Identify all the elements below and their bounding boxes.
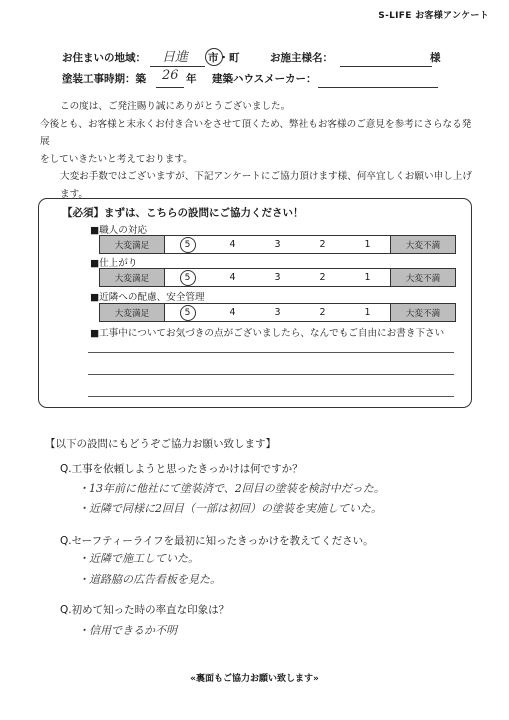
required-section-title: 【必須】まずは、こちらの設問にご協力ください！ (62, 207, 304, 219)
answer-1-line-1: ・13年前に他社にて塗装済で、2回目の塗装を検討中だった。 (78, 482, 385, 495)
construction-period-unit: 年 (186, 73, 197, 85)
rating-option-4[interactable]: 4 (229, 307, 236, 318)
period-underline (156, 87, 184, 88)
rating-option-3[interactable]: 3 (274, 307, 281, 318)
rating-scale-safety (99, 303, 456, 322)
rating-scale-craftsman (99, 235, 456, 254)
owner-name-suffix: 様 (430, 52, 441, 64)
intro-line-2: 今後とも、お客様と末永くお付き合いをさせて頂くため、弊社もお客様のご意見を参考にさらなる発展 (40, 118, 472, 147)
city-label: 市・町 (208, 52, 240, 64)
intro-line-4: 大変お手数ではございますが、下記アンケートにご協力頂けます様、何卒宜しくお願い申し上げます。 (60, 171, 472, 200)
rating-option-1[interactable]: 1 (345, 304, 391, 321)
footer-note: «裏面もご協力お願い致します» (190, 674, 319, 684)
scale-right-label: 大変不満 (391, 269, 455, 286)
rating-option-2[interactable]: 2 (319, 272, 326, 283)
house-maker-label: 建築ハウスメーカー： (212, 73, 317, 85)
rating-option-2[interactable]: 2 (319, 239, 326, 250)
question-1: Q.工事を依頼しようと思ったきっかけは何ですか？ (60, 463, 303, 475)
question-3: Q.初めて知った時の率直な印象は？ (60, 604, 230, 616)
rating-option-3[interactable]: 3 (274, 272, 281, 283)
rating-scale-finish (99, 268, 456, 287)
rating-option-2[interactable]: 2 (319, 307, 326, 318)
selected-circle-mark: 5 (180, 270, 196, 286)
construction-period-label: 塗装工事時期：築 (62, 73, 146, 85)
rating-option-4[interactable]: 4 (229, 239, 236, 250)
survey-header-title: S-LIFE お客様アンケート (378, 11, 489, 21)
rating-option-3[interactable]: 3 (274, 239, 281, 250)
rating-item-label-safety: ■近隣への配慮、安全管理 (90, 292, 205, 303)
rating-option-5[interactable] (165, 269, 210, 286)
answer-3-line-1: ・信用できるか不明 (78, 624, 177, 637)
answer-1-line-2: ・近隣で同様に2回目（一部は初回）の塗装を実施していた。 (78, 502, 382, 515)
area-label: お住まいの地域： (62, 52, 146, 64)
scale-right-label: 大変不満 (391, 304, 455, 321)
intro-paragraph (40, 98, 480, 203)
area-value: 日進 (162, 50, 189, 65)
city-circle-mark (205, 48, 223, 66)
selected-circle-mark: 5 (180, 305, 196, 321)
owner-name-underline (340, 66, 432, 67)
intro-line-1: この度は、ご発注賜り誠にありがとうございました。 (60, 101, 291, 112)
comment-line-1[interactable] (88, 352, 454, 353)
construction-period-value: 26 (162, 68, 179, 83)
rating-item-label-finish: ■仕上がり (90, 258, 138, 269)
intro-line-3: をしていきたいと考えております。 (40, 153, 193, 165)
selected-circle-mark: 5 (180, 237, 196, 253)
rating-item-label-craftsman: ■職人の対応 (90, 225, 148, 236)
scale-left-label: 大変満足 (100, 236, 165, 253)
scale-right-label: 大変不満 (391, 236, 455, 253)
area-underline (150, 66, 205, 67)
scale-left-label: 大変満足 (100, 304, 165, 321)
comment-line-2[interactable] (88, 374, 454, 375)
rating-option-1[interactable]: 1 (345, 269, 391, 286)
rating-option-5[interactable] (165, 236, 210, 253)
rating-option-4[interactable]: 4 (229, 272, 236, 283)
owner-name-label: お施主様名： (270, 52, 333, 64)
comment-line-3[interactable] (88, 396, 454, 397)
answer-2-line-1: ・近隣で施工していた。 (78, 552, 199, 565)
comment-prompt: ■工事中についてお気づきの点がございましたら、なんでもご自由にお書き下さい (90, 328, 445, 339)
answer-2-line-2: ・道路脇の広告看板を見た。 (78, 573, 221, 586)
rating-option-5[interactable] (165, 304, 210, 321)
question-2: Q.セーフティーライフを最初に知ったきっかけを教えてください。 (60, 535, 374, 547)
rating-option-1[interactable]: 1 (345, 236, 391, 253)
optional-section-title: 【以下の設問にもどうぞご協力お願い致します】 (45, 438, 276, 450)
scale-left-label: 大変満足 (100, 269, 165, 286)
house-maker-underline (318, 87, 438, 88)
